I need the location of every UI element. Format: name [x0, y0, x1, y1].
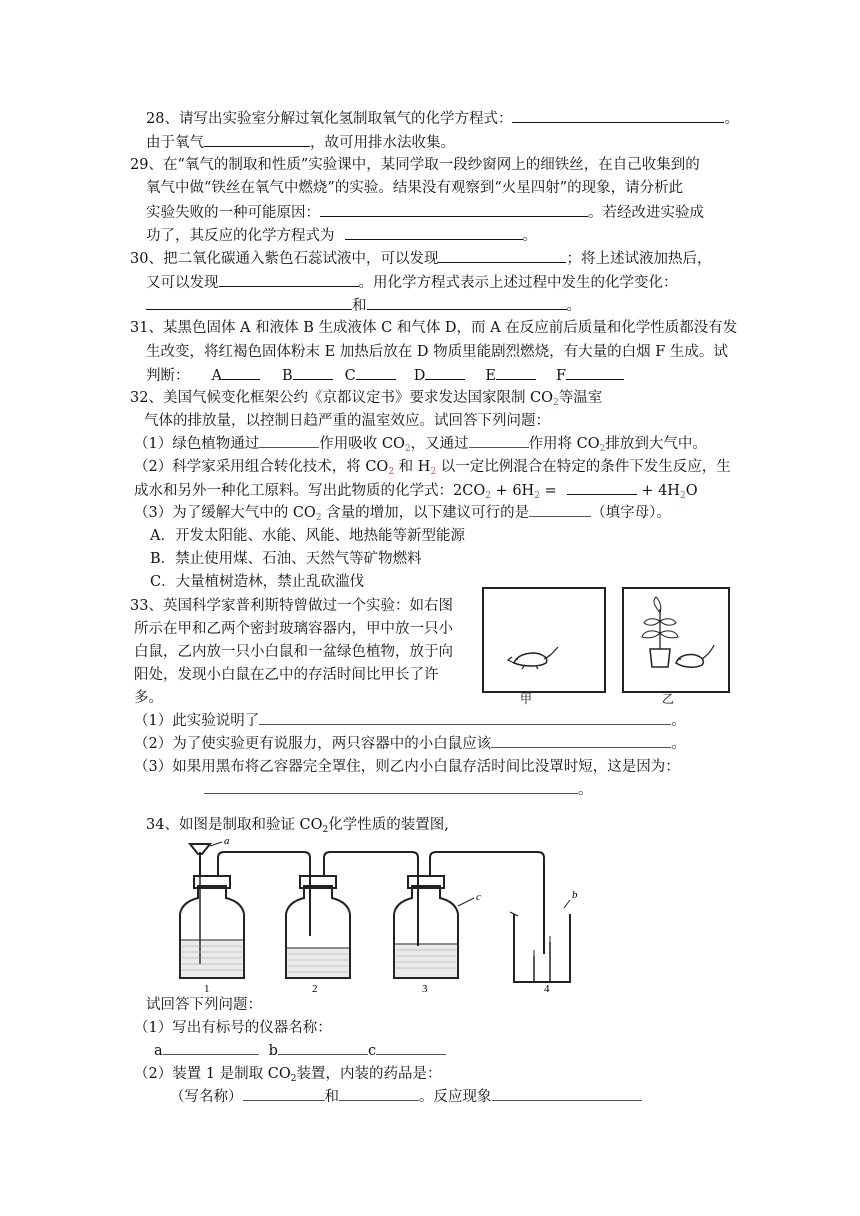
q33-line5: 多。 — [134, 690, 163, 706]
q32-blank-release[interactable] — [469, 434, 529, 448]
q32-part2-line2: 成水和另外一种化工原料。写出此物质的化学式：$2CO_2 + 6H_2$ = + $4H_2O$ — [134, 480, 698, 506]
q32-option-b: B．禁止使用煤、石油、天然气等矿物燃料 — [150, 551, 422, 567]
q29-blank-reason[interactable] — [320, 202, 588, 217]
q34-blank-c[interactable] — [376, 1041, 446, 1055]
label-a: a — [224, 836, 230, 847]
q32-part1: （1）绿色植物通过 作用吸收 $CO_2$，又通过 作用将 $CO_2$排放到大气中。 — [134, 436, 707, 454]
q32-line1: 32、美国气候变化框架公约《京都议定书》要求发达国家限制 $CO_2$等温室 — [130, 390, 603, 408]
q28-line1: 28、请写出实验室分解过氧化氢制取氧气的化学方程式： 。 — [146, 108, 739, 129]
q30-blank-phenomenon2[interactable] — [219, 272, 359, 287]
q34-blank-b[interactable] — [278, 1041, 368, 1055]
q32-line2: 气体的排放量，以控制日趋严重的温室效应。试回答下列问题： — [144, 413, 550, 429]
q29-blank-equation[interactable] — [345, 225, 523, 240]
plant-and-mouse-icon — [624, 589, 728, 691]
q32-option-c: C．大量植树造林，禁止乱砍滥伐 — [150, 574, 365, 590]
q32-blank-choice[interactable] — [529, 503, 591, 517]
q34-blank-a[interactable] — [163, 1041, 259, 1055]
number-2: 2 — [312, 983, 318, 994]
q34-blank-phenomenon[interactable] — [492, 1087, 642, 1101]
q33-part3-answer: 。 — [204, 780, 593, 800]
q33-blank-reason[interactable] — [204, 780, 578, 794]
q34-part1: （1）写出有标号的仪器名称： — [134, 1020, 332, 1036]
q28-line2: 由于氧气 ，故可用排水法收集。 — [146, 132, 455, 153]
q32-part3: （3）为了缓解大气中的 $CO_2$ 含量的增加，以下建议可行的是 （填字母）。 — [134, 505, 671, 523]
number-3: 3 — [422, 983, 428, 994]
q33-blank-mice[interactable] — [491, 734, 671, 748]
co2-apparatus-diagram — [172, 836, 590, 994]
q31-blank-d[interactable] — [425, 365, 465, 380]
q34-part2: （2）装置 1 是制取 $CO_2$装置，内装的药品是： — [134, 1066, 442, 1084]
q30-blank-phenomenon1[interactable] — [438, 248, 566, 263]
q31-blank-b[interactable] — [293, 365, 333, 380]
q28-blank-equation[interactable] — [512, 108, 724, 123]
q32-blank-formula[interactable] — [567, 480, 637, 495]
label-b: b — [572, 889, 578, 901]
q33-part3: （3）如果用黑布将乙容器完全罩住，则乙内小白鼠存活时间比没罩时短，这是因为： — [134, 759, 680, 775]
q31-blank-f[interactable] — [566, 365, 624, 380]
q33-line1: 33、英国科学家普利斯特曾做过一个实验：如右图 — [130, 598, 453, 614]
q32-blank-absorb[interactable] — [259, 434, 319, 448]
q33-line2: 所示在甲和乙两个密封玻璃容器内，甲中放一只小 — [134, 621, 453, 637]
apparatus-drawing — [172, 836, 590, 994]
q29-line3: 实验失败的一种可能原因： 。若经改进实验成 — [146, 202, 704, 223]
q34-blank-drug1[interactable] — [243, 1087, 325, 1101]
q31-line1: 31、某黑色固体 A 和液体 B 生成液体 C 和气体 D，而 A 在反应前后质量和化学性质都没有发 — [130, 320, 738, 336]
q29-line2: 氧气中做“铁丝在氧气中燃烧”的实验。结果没有观察到“火星四射”的现象，请分析此 — [146, 180, 684, 196]
q28-blank-property[interactable] — [204, 132, 310, 147]
caption-jia: 甲 — [520, 692, 533, 706]
q31-line3: 判断： A B C D E F — [146, 365, 624, 386]
q30-blank-eq1[interactable] — [146, 295, 352, 310]
q34-part3: （写名称） 和 。反应现象 — [170, 1087, 642, 1107]
q29-line4: 功了，其反应的化学方程式为 。 — [146, 225, 537, 246]
q30-line2: 又可以发现 。用化学方程式表示上述过程中发生的化学变化： — [146, 272, 678, 293]
q33-blank-conclusion[interactable] — [259, 711, 671, 725]
label-c: c — [476, 891, 481, 903]
q31-blank-a[interactable] — [222, 365, 260, 380]
number-4: 4 — [544, 983, 550, 994]
q34-blank-drug2[interactable] — [339, 1087, 419, 1101]
q30-line1: 30、把二氧化碳通入紫色石蕊试液中，可以发现 ；将上述试液加热后， — [130, 248, 711, 269]
q33-line3: 白鼠，乙内放一只小白鼠和一盆绿色植物，放于向 — [134, 644, 453, 660]
q30-blank-eq2[interactable] — [367, 295, 567, 310]
mouse-icon — [484, 589, 604, 691]
q34-ask: 试回答下列问题： — [146, 997, 262, 1013]
q29-line1: 29、在“氧气的制取和性质”实验课中，某同学取一段纱窗网上的细铁丝，在自己收集到的 — [130, 157, 700, 173]
q32-part2-line1: （2）科学家采用组合转化技术，将 $CO_2$ 和 $H_2$ 以一定比例混合在特定的条件下发生反应，生 — [134, 459, 731, 477]
caption-yi: 乙 — [662, 692, 675, 706]
q30-line3: 和 。 — [146, 295, 581, 316]
container-yi-figure — [622, 587, 730, 693]
number-1: 1 — [204, 983, 210, 994]
q34-part1-blanks: a b c — [154, 1041, 446, 1061]
q32-option-a: A．开发太阳能、水能、风能、地热能等新型能源 — [150, 528, 465, 544]
q31-line2: 生改变，将红褐色固体粉末 E 加热后放在 D 物质里能剧烈燃烧，有大量的白烟 F 生成。试 — [146, 344, 728, 360]
q33-part1: （1）此实验说明了 。 — [134, 713, 686, 729]
q33-line4: 阳处，发现小白鼠在乙中的存活时间比甲长了许 — [134, 667, 439, 683]
q31-blank-c[interactable] — [356, 365, 396, 380]
q34-line1: 34、如图是制取和验证 $CO_2$化学性质的装置图, — [146, 817, 449, 835]
container-jia-figure — [482, 587, 606, 693]
q31-blank-e[interactable] — [496, 365, 536, 380]
q33-part2: （2）为了使实验更有说服力，两只容器中的小白鼠应该 。 — [134, 736, 686, 752]
